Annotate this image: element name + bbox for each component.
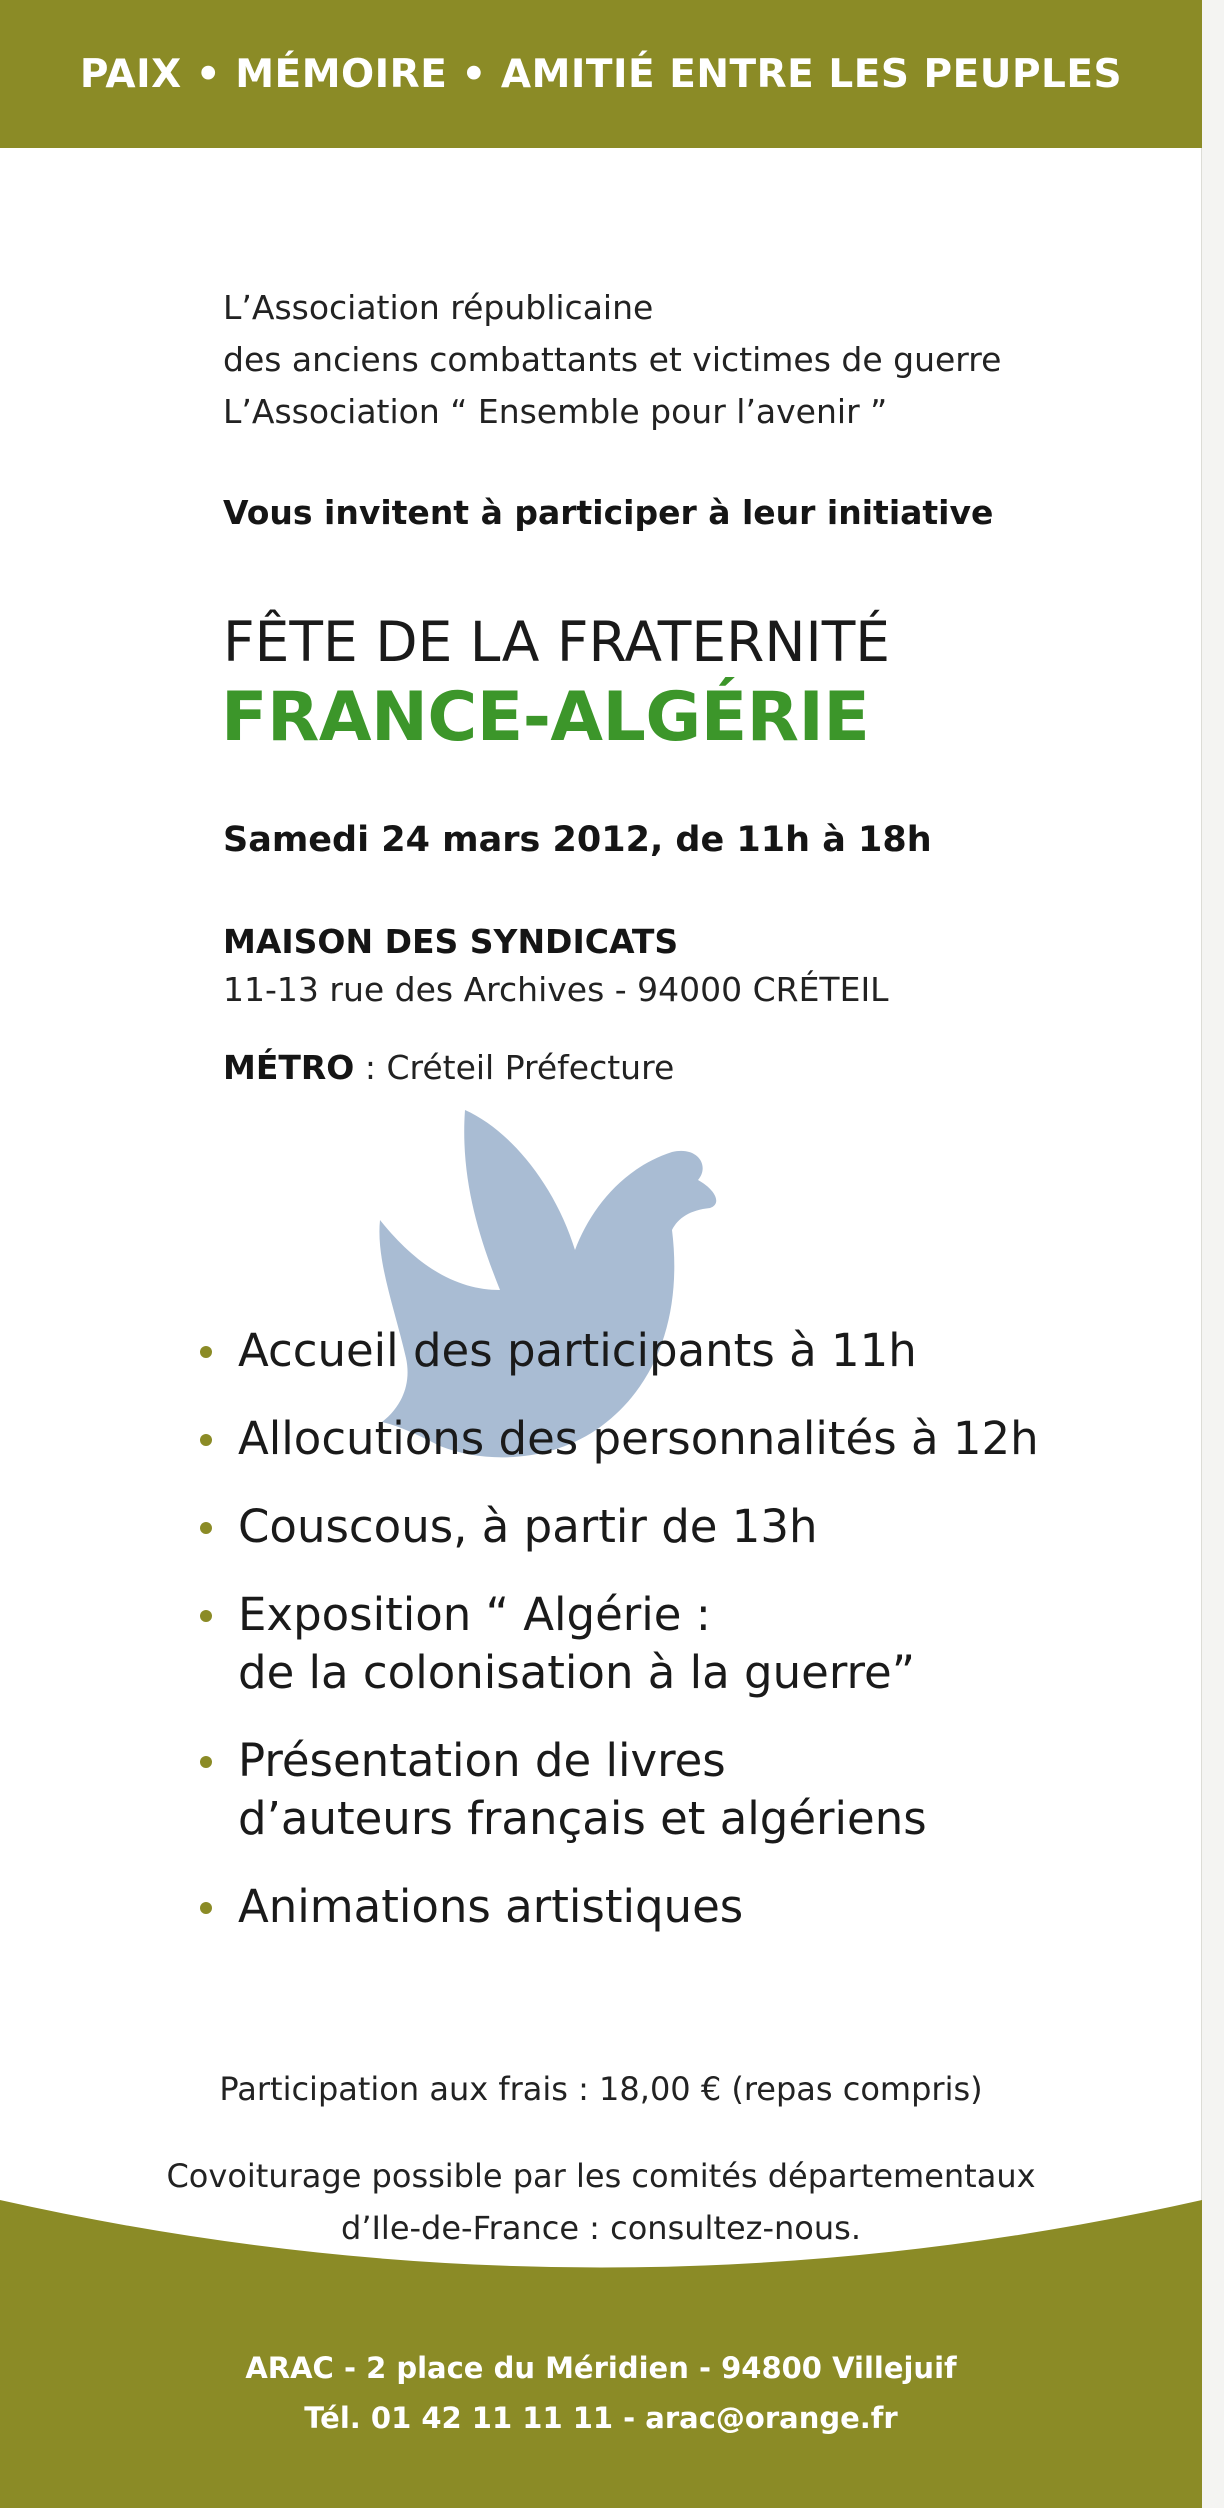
program-item-text: Animations artistiques — [238, 1880, 744, 1933]
program-item-text-continued: de la colonisation à la guerre” — [238, 1646, 916, 1699]
metro-info — [223, 1048, 674, 1087]
organizers — [223, 282, 1001, 438]
bullet-dot-icon — [200, 1434, 212, 1446]
participation-fee: Participation aux frais : 18,00 € (repas compris) — [219, 2070, 983, 2108]
venue-name: MAISON DES SYNDICATS — [223, 922, 679, 961]
organizer-line-1: L’Association républicaine — [223, 288, 654, 327]
organizer-line-2: des anciens combattants et victimes de guerre — [223, 340, 1002, 379]
footer-contact — [0, 2343, 1202, 2443]
header-slogan: PAIX • MÉMOIRE • AMITIÉ ENTRE LES PEUPLES — [79, 51, 1123, 97]
page-edge — [1201, 0, 1224, 2508]
program-item-4 — [200, 1586, 1039, 1702]
invitation-text: Vous invitent à participer à leur initiative — [223, 493, 994, 532]
carpool-line-1: Covoiturage possible par les comités départementaux — [166, 2157, 1036, 2195]
program-item-text: Allocutions des personnalités à 12h — [238, 1412, 1039, 1465]
program-item-text: Exposition “ Algérie : — [238, 1588, 711, 1641]
program-item-6 — [200, 1878, 1039, 1936]
program-item-1 — [200, 1322, 1039, 1380]
bullet-dot-icon — [200, 1902, 212, 1914]
program-item-text: Couscous, à partir de 13h — [238, 1500, 818, 1553]
program-item-text-continued: d’auteurs français et algériens — [238, 1792, 927, 1845]
bullet-dot-icon — [200, 1756, 212, 1768]
program-list — [200, 1322, 1039, 1966]
program-item-5 — [200, 1732, 1039, 1848]
carpool-line-2: d’Ile-de-France : consultez-nous. — [341, 2209, 861, 2247]
organizer-line-3: L’Association “ Ensemble pour l’avenir ” — [223, 392, 888, 431]
bullet-dot-icon — [200, 1346, 212, 1358]
bullet-dot-icon — [200, 1610, 212, 1622]
program-item-2 — [200, 1410, 1039, 1468]
program-item-3 — [200, 1498, 1039, 1556]
footer-phone-email: Tél. 01 42 11 11 11 - arac@orange.fr — [304, 2401, 898, 2435]
metro-label: MÉTRO — [223, 1048, 355, 1087]
header-band — [0, 0, 1202, 148]
venue-address: 11-13 rue des Archives - 94000 CRÉTEIL — [223, 970, 889, 1009]
event-date: Samedi 24 mars 2012, de 11h à 18h — [223, 820, 932, 860]
footer-address: ARAC - 2 place du Méridien - 94800 Villejuif — [245, 2351, 957, 2385]
event-title: FÊTE DE LA FRATERNITÉ — [223, 610, 891, 674]
carpool-info — [0, 2150, 1202, 2254]
event-subtitle: FRANCE-ALGÉRIE — [221, 678, 870, 757]
program-item-text: Accueil des participants à 11h — [238, 1324, 917, 1377]
bullet-dot-icon — [200, 1522, 212, 1534]
metro-station: : Créteil Préfecture — [354, 1048, 675, 1087]
program-item-text: Présentation de livres — [238, 1734, 726, 1787]
